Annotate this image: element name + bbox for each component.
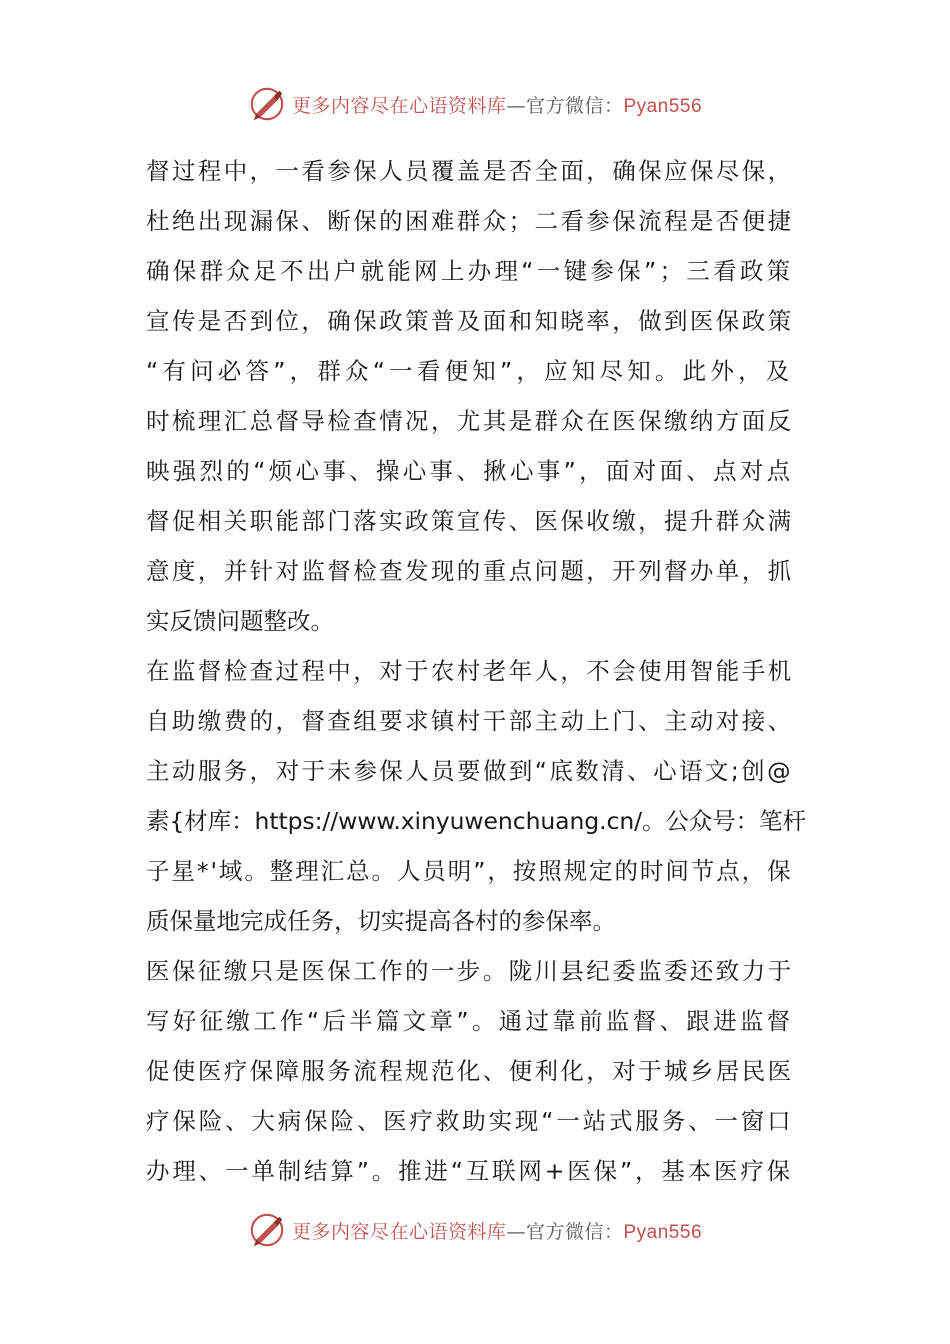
watermark-banner-top: [0, 82, 950, 126]
watermark-dash: —: [506, 1220, 526, 1243]
body-line: 主动服务，对于未参保人员要做到“底数清、心语文;创@: [146, 757, 793, 785]
body-line: 促使医疗保障服务流程规范化、便利化，对于城乡居民医: [146, 1057, 794, 1085]
body-line: 写好征缴工作“后半篇文章”。通过靠前监督、跟进监督: [146, 1007, 794, 1035]
watermark-text: [292, 1217, 702, 1244]
body-line: 办理、一单制结算”。推进“互联网+医保”，基本医疗保: [146, 1157, 793, 1185]
body-line: “有问必答”，群众“一看便知”，应知尽知。此外，及: [146, 357, 794, 385]
body-line: 意度，并针对监督检查发现的重点问题，开列督办单，抓: [146, 557, 794, 585]
watermark-banner-bottom: [0, 1208, 950, 1252]
watermark-brand: 更多内容尽在心语资料库: [291, 94, 507, 117]
pen-logo-icon: [248, 85, 286, 123]
body-line: 子星*'域。整理汇总。人员明”，按照规定的时间节点，保: [146, 857, 793, 885]
body-line: 自助缴费的，督查组要求镇村干部主动上门、主动对接、: [146, 707, 794, 735]
watermark-official: 官方微信：: [525, 1220, 624, 1243]
body-line: 确保群众足不出户就能网上办理“一键参保”；三看政策: [146, 257, 794, 285]
pen-logo-icon: [248, 1211, 286, 1249]
body-line: 映强烈的“烦心事、操心事、揪心事”，面对面、点对点: [146, 457, 794, 485]
body-line: 医保征缴只是医保工作的一步。陇川县纪委监委还致力于: [146, 957, 794, 985]
watermark-official: 官方微信：: [525, 94, 624, 117]
watermark-dash: —: [506, 94, 526, 117]
body-line: 杜绝出现漏保、断保的困难群众；二看参保流程是否便捷: [146, 207, 794, 235]
body-line: 素{材库：https://www.xinyuwenchuang.cn/。公众号：笔杆: [146, 807, 806, 835]
body-line: 时梳理汇总督导检查情况，尤其是群众在医保缴纳方面反: [146, 407, 794, 435]
body-line: 宣传是否到位，确保政策普及面和知晓率，做到医保政策: [146, 307, 794, 335]
watermark-wechat-id: Pyan556: [623, 1221, 703, 1243]
body-line: 质保量地完成任务，切实提高各村的参保率。: [146, 907, 616, 935]
body-line: 督促相关职能部门落实政策宣传、医保收缴，提升群众满: [146, 507, 794, 535]
body-line: 疗保险、大病保险、医疗救助实现“一站式服务、一窗口: [146, 1107, 794, 1135]
document-body: [146, 146, 806, 1196]
watermark-wechat-id: Pyan556: [623, 95, 703, 117]
body-line: 实反馈问题整改。: [146, 607, 334, 635]
body-line: 在监督检查过程中，对于农村老年人，不会使用智能手机: [146, 657, 794, 685]
body-line: 督过程中，一看参保人员覆盖是否全面，确保应保尽保，: [146, 157, 794, 185]
watermark-text: [292, 91, 702, 118]
watermark-brand: 更多内容尽在心语资料库: [291, 1220, 507, 1243]
